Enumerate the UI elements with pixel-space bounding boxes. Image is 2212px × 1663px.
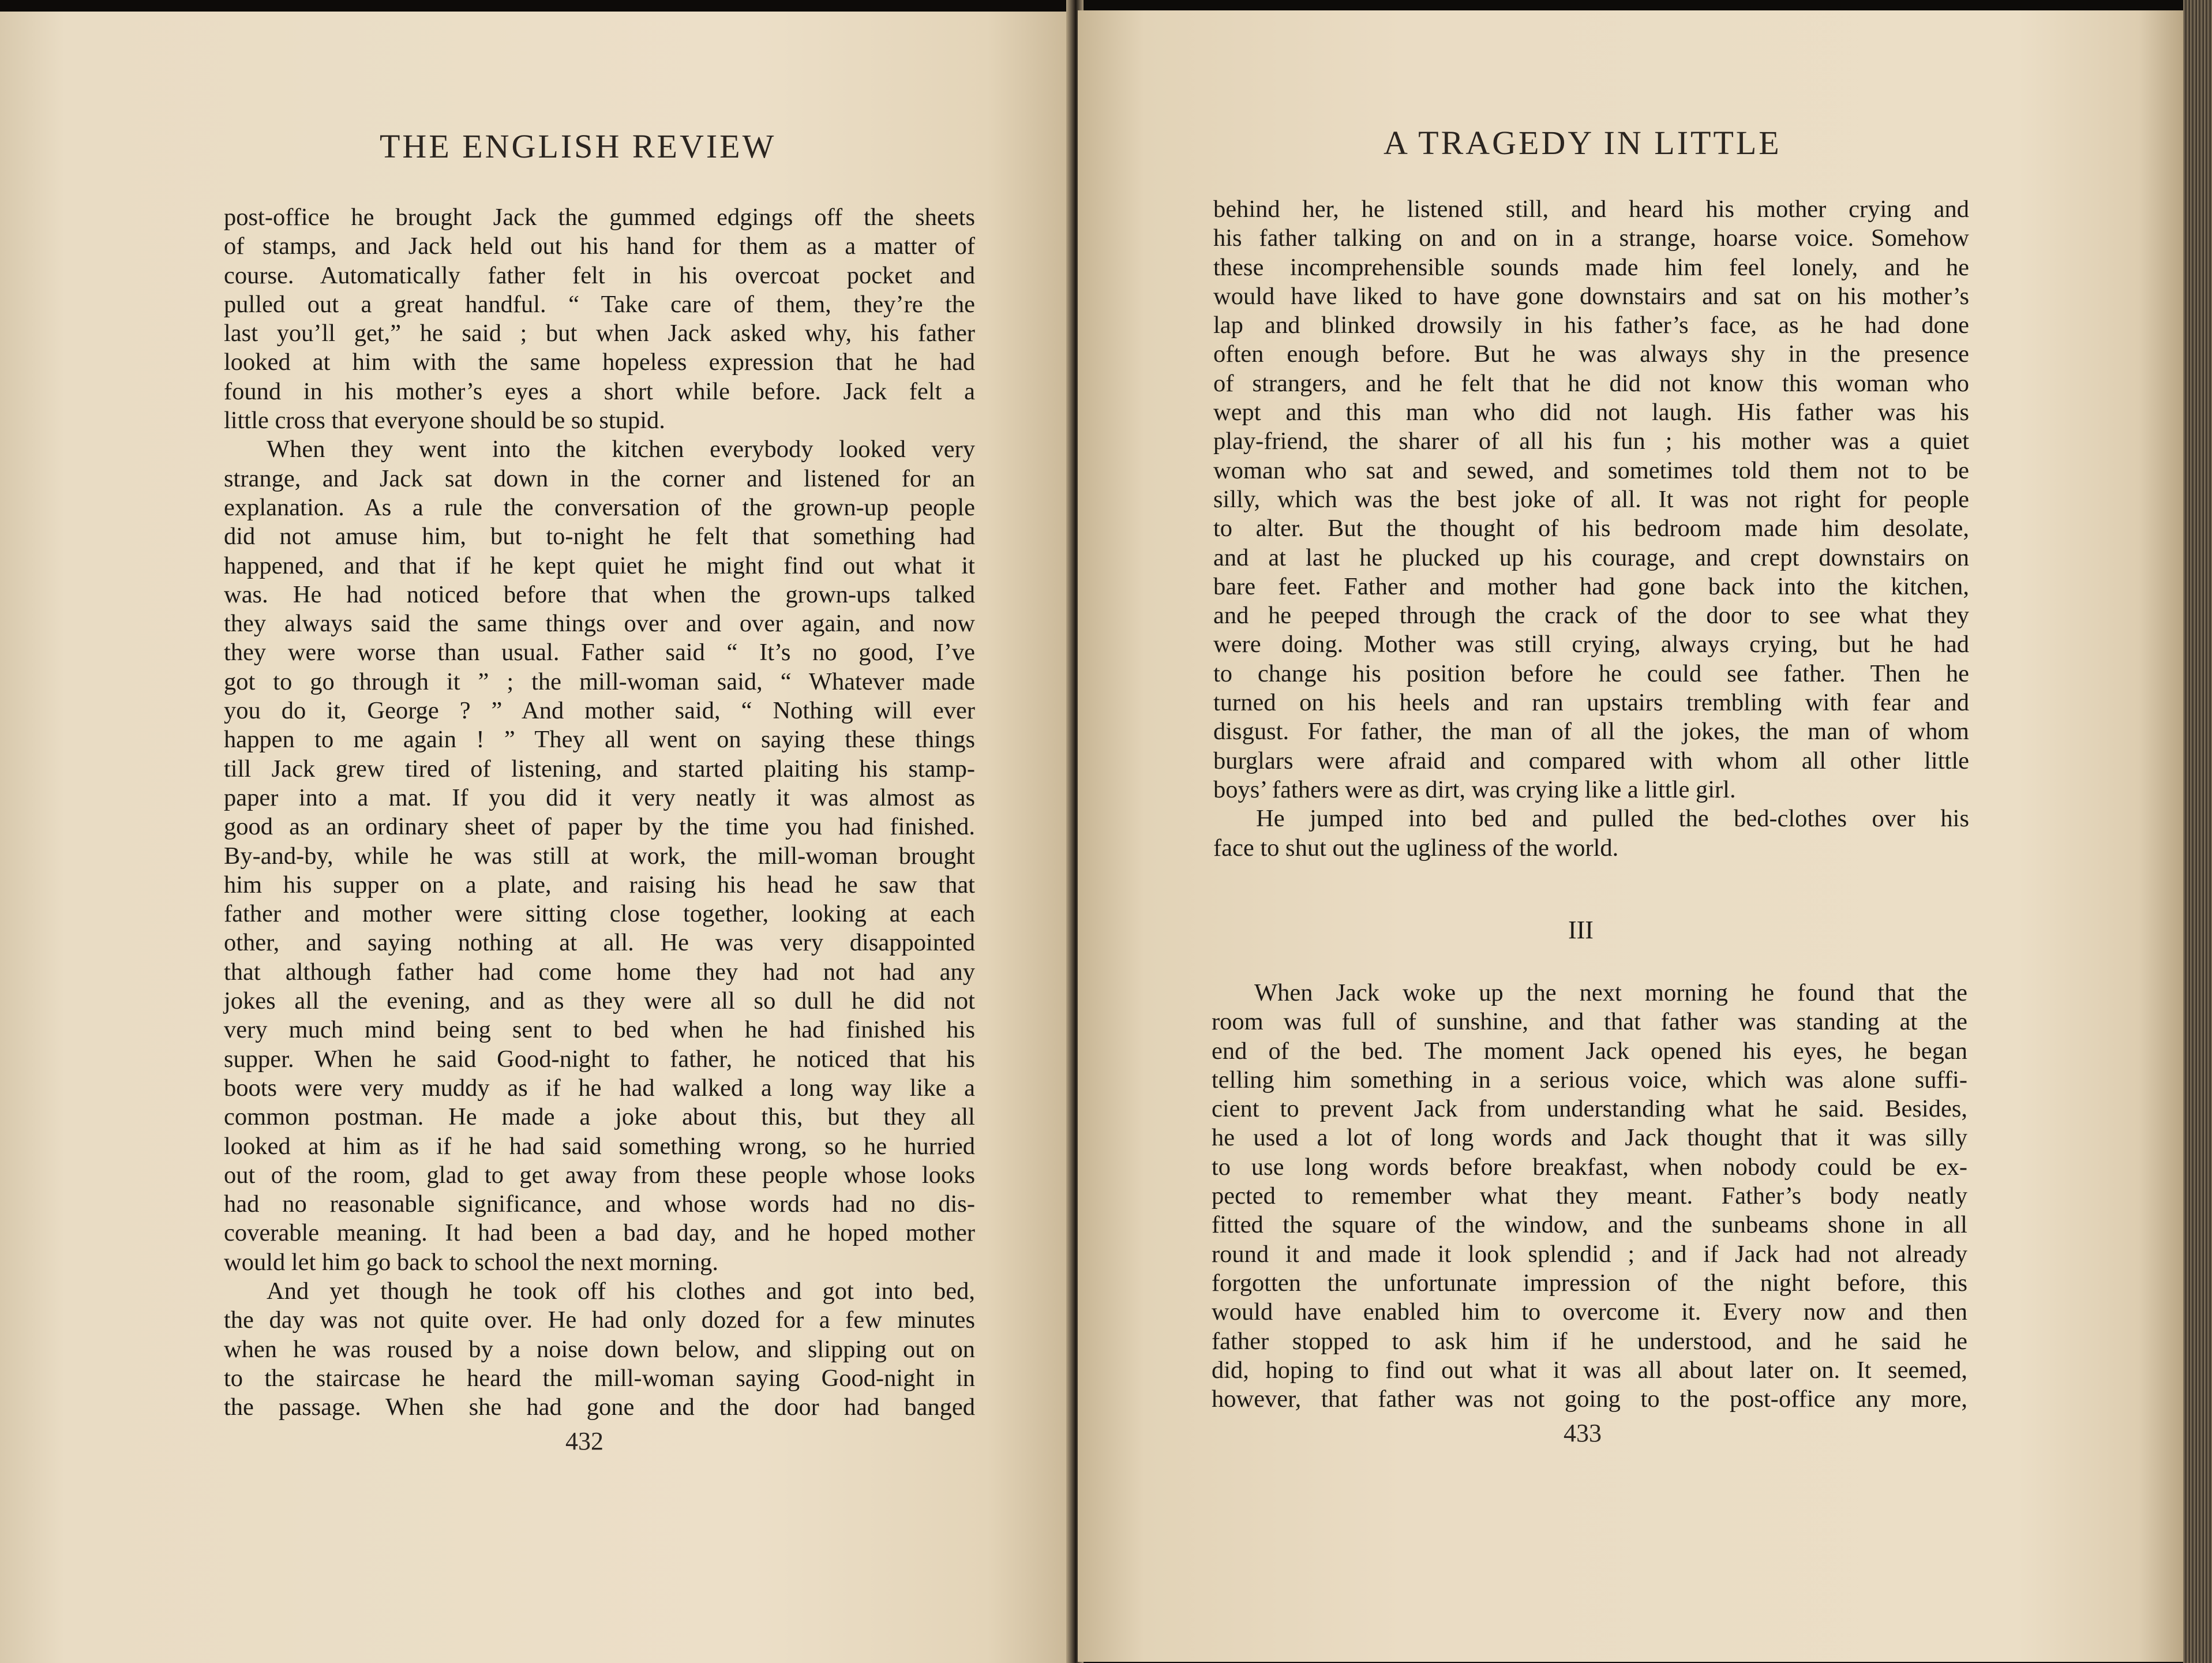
text-line: forgotten the unfortunate impression of the night before, this [1212,1269,1967,1297]
text-line: explanation. As a rule the conversation of the grown-up people [224,493,975,521]
text-line: you do it, George ? ” And mother said, “ Nothing will ever [224,697,975,725]
text-line: they were worse than usual. Father said “ It’s no good, I’ve [224,639,975,666]
text-line: other, and saying nothing at all. He was very disappointed [224,929,975,957]
text-line: the day was not quite over. He had only dozed for a few minutes [224,1306,975,1334]
text-line: silly, which was the best joke of all. It was not right for people [1213,485,1969,513]
text-line: round it and made it look splendid ; and if Jack had not already [1212,1240,1967,1268]
text-line: would have enabled him to overcome it. Every now and then [1212,1298,1967,1326]
text-line: to alter. But the thought of his bedroom made him desolate, [1213,515,1969,542]
text-line: woman who sat and sewed, and sometimes told them not to be [1213,456,1969,484]
running-header-left: THE ENGLISH REVIEW [380,128,777,165]
text-line: he used a lot of long words and Jack thought that it was silly [1212,1124,1967,1152]
text-line: would have liked to have gone downstairs and sat on his mother’s [1213,282,1969,310]
text-line: very much mind being sent to bed when he had finished his [224,1016,975,1044]
text-line: happen to me again ! ” They all went on saying these things [224,726,975,754]
text-line: turned on his heels and ran upstairs trembling with fear and [1213,689,1969,717]
text-line: did not amuse him, but to-night he felt that something had [224,523,975,550]
text-line: face to shut out the ugliness of the world. [1213,834,1619,862]
text-line: disgust. For father, the man of all the jokes, the man of whom [1213,718,1969,746]
text-line: him his supper on a plate, and raising his head he saw that [224,871,975,898]
text-line: got to go through it ” ; the mill-woman said, “ Whatever made [224,668,975,695]
running-header-right: A TRAGEDY IN LITTLE [1384,124,1782,162]
right-page-text-part2 [1212,979,1967,1414]
text-line: looked at him with the same hopeless expression that he had [224,349,975,376]
text-line: He jumped into bed and pulled the bed-clothes over his [1256,805,1969,833]
text-line: end of the bed. The moment Jack opened his eyes, he began [1212,1037,1967,1065]
text-line: these incomprehensible sounds made him feel lonely, and he [1213,253,1969,281]
text-line: happened, and that if he kept quiet he might find out what it [224,552,975,579]
text-line: strange, and Jack sat down in the corner and listened for an [224,465,975,492]
text-line: the passage. When she had gone and the door had banged [224,1394,975,1421]
text-line: good as an ordinary sheet of paper by the time you had finished. [224,813,975,841]
text-line: found in his mother’s eyes a short while before. Jack felt a [224,377,975,405]
page-number-right: 433 [1564,1419,1602,1447]
text-line: to use long words before breakfast, when nobody could be ex- [1212,1153,1967,1181]
text-line: to the staircase he heard the mill-woman saying Good-night in [224,1364,975,1392]
text-line: often enough before. But he was always shy in the presence [1213,340,1969,368]
text-line: and at last he plucked up his courage, and crept downstairs on [1213,544,1969,571]
text-line: post-office he brought Jack the gummed edgings off the sheets [224,204,975,231]
text-line: bare feet. Father and mother had gone back into the kitchen, [1213,572,1969,600]
text-line: boys’ fathers were as dirt, was crying like a little girl. [1213,776,1736,803]
text-line: When Jack woke up the next morning he found that the [1254,979,1967,1006]
text-line: course. Automatically father felt in his overcoat pocket and [224,261,975,289]
text-line: and he peeped through the crack of the door to see what they [1213,602,1969,630]
text-line: father and mother were sitting close together, looking at each [224,900,975,928]
text-line: little cross that everyone should be so stupid. [224,407,665,435]
text-line: his father talking on and on in a strange, hoarse voice. Somehow [1213,224,1969,252]
text-line: looked at him as if he had said something wrong, so he hurried [224,1132,975,1160]
text-line: telling him something in a serious voice, which was alone suffi- [1212,1066,1967,1093]
page-edges [2183,0,2212,1663]
section-number: III [1568,916,1594,944]
text-line: were doing. Mother was still crying, always crying, but he had [1213,631,1969,658]
text-line: pulled out a great handful. “ Take care of them, they’re the [224,290,975,318]
text-line: By-and-by, while he was still at work, the mill-woman brought [224,842,975,870]
left-page [0,12,1073,1663]
text-line: did, hoping to find out what it was all about later on. It seemed, [1212,1356,1967,1384]
text-line: lap and blinked drowsily in his father’s face, as he had done [1213,312,1969,339]
text-line: had no reasonable significance, and whose words had no dis- [224,1190,975,1218]
text-line: boots were very muddy as if he had walked a long way like a [224,1074,975,1102]
text-line: play-friend, the sharer of all his fun ; his mother was a quiet [1213,428,1969,455]
text-line: burglars were afraid and compared with whom all other little [1213,747,1969,774]
right-page-text-part1 [1213,195,1969,863]
text-line: paper into a mat. If you did it very neatly it was almost as [224,784,975,811]
text-line: pected to remember what they meant. Father’s body neatly [1212,1182,1967,1210]
text-line: that although father had come home they had not had any [224,958,975,986]
left-page-text [224,203,975,1422]
page-number-left: 432 [565,1427,603,1455]
text-line: jokes all the evening, and as they were all so dull he did not [224,987,975,1015]
text-line: When they went into the kitchen everybody looked very [267,436,975,463]
text-line: they always said the same things over and over again, and now [224,610,975,638]
text-line: behind her, he listened still, and heard his mother crying and [1213,196,1969,223]
text-line: father stopped to ask him if he understood, and he said he [1212,1327,1967,1355]
right-page [1078,10,2183,1662]
text-line: when he was roused by a noise down below, and slipping out on [224,1335,975,1363]
text-line: And yet though he took off his clothes and got into bed, [267,1277,975,1305]
text-line: out of the room, glad to get away from these people whose looks [224,1161,975,1189]
text-line: of strangers, and he felt that he did not know this woman who [1213,369,1969,397]
text-line: room was full of sunshine, and that father was standing at the [1212,1008,1967,1036]
text-line: of stamps, and Jack held out his hand for them as a matter of [224,233,975,260]
text-line: however, that father was not going to the post-office any more, [1212,1385,1967,1413]
text-line: coverable meaning. It had been a bad day, and he hoped mother [224,1219,975,1247]
text-line: to change his position before he could see father. Then he [1213,660,1969,687]
text-line: wept and this man who did not laugh. His father was his [1213,399,1969,426]
text-line: till Jack grew tired of listening, and started plaiting his stamp- [224,755,975,782]
text-line: would let him go back to school the next morning. [224,1248,718,1276]
text-line: supper. When he said Good-night to father, he noticed that his [224,1045,975,1073]
text-line: cient to prevent Jack from understanding what he said. Besides, [1212,1095,1967,1123]
text-line: fitted the square of the window, and the sunbeams shone in all [1212,1211,1967,1239]
text-line: common postman. He made a joke about this, but they all [224,1103,975,1131]
text-line: last you’ll get,” he said ; but when Jack asked why, his father [224,320,975,347]
text-line: was. He had noticed before that when the grown-ups talked [224,580,975,608]
